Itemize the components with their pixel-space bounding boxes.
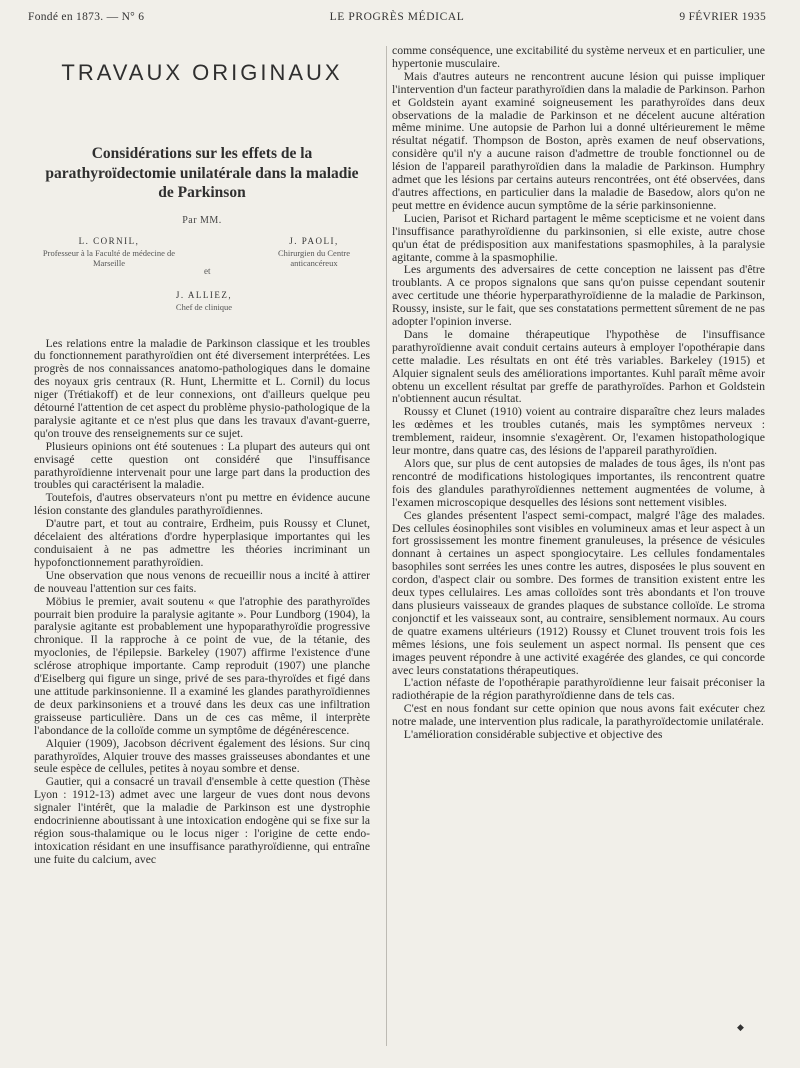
paragraph: Toutefois, d'autres observateurs n'ont pu mettre en évidence aucune lésion constante des glandules parathyroïdiennes. xyxy=(34,491,370,518)
byline-par: Par MM. xyxy=(182,214,222,226)
author-block xyxy=(34,232,370,316)
header-date: 9 FÉVRIER 1935 xyxy=(679,11,766,23)
paragraph: Dans le domaine thérapeutique l'hypothèse de l'insuffisance parathyroïdienne avait conduit certains auteurs à employer l'opothérapie dans cette maladie. Les résultats en ont été très variables. Barkeley (1915) et Alquier signalent seuls des améliorations importantes. Kuhl paraît même avoir obtenu un excellent résultat par greffe de parathyroïdes. Parhon et Goldstein n'obtiennent aucun résultat. xyxy=(392,326,765,406)
paragraph: Plusieurs opinions ont été soutenues : La plupart des auteurs qui ont envisagé cette question ont considéré que l'insuffisance parathyroïdienne intervenait pour une large part dans la production des troubles qui caractérisent la maladie. xyxy=(34,439,370,492)
author-3 xyxy=(144,290,264,312)
author-2 xyxy=(254,236,374,268)
paragraph: Les relations entre la maladie de Parkinson classique et les troubles du fonctionnement parathyroïdien ont été diversement interprétées. Les progrès de nos connaissances anatomo-pathologiques dans le domaine des noyaux gris centraux (R. Hunt, Lhermitte et L. Cornil) du locus niger (Trétiakoff) et de leur connexions, ont d'ailleurs quelque peu détourné l'attention de cet aspect du problème physio-pathologique de la paralysie agitante et ce n'est plus que dans les travaux d'avant-guerre, qu'on trouve des renseignements sur ce sujet. xyxy=(34,336,370,440)
running-header xyxy=(28,11,766,27)
paragraph: Roussy et Clunet (1910) voient au contraire disparaître chez leurs malades les œdèmes et les troubles cutanés, mais les symptômes nerveux : tremblement, raideur, insomnie s'exagèrent. Or, l'examen histopathologique leur montre, dans quatre cas, des lésions de l'appareil parathyroïdien. xyxy=(392,404,765,458)
author-conjunction: et xyxy=(204,265,211,276)
author-affiliation: Chef de clinique xyxy=(175,301,233,312)
left-column xyxy=(34,60,370,867)
header-journal-title: LE PROGRÈS MÉDICAL xyxy=(329,11,465,23)
paragraph: Möbius le premier, avait soutenu « que l'atrophie des parathyroïdes pourrait bien produire la paralysie agitante ». Pour Lundborg (1904), la paralysie agitante est probablement une hypoparathyroïdie progressive chronique. Il la rapproche à ce point de vue, de la tétanie, des myoclonies, de l'épilepsie. Barkeley (1907) affirme l'existence d'une sclérose atrophique importante. Camp reproduit (1907) une planche d'Eiselberg qui figure un singe, privé de ses para-thyroïdes et figé dans une attitude parkinsonienne. Il a examiné les glandes parathyroïdiennes de deux parkinsoniens et a trouvé dans les deux cas une infiltration graisseuse particulière. Dans un de ces cas même, il interprète l'abondance de la colloïde comme un symptôme de dégénérescence. xyxy=(34,594,370,737)
paragraph: Une observation que nous venons de recueillir nous a incité à attirer de nouveau l'attention sur ces faits. xyxy=(34,568,370,595)
author-name: J. ALLIEZ, xyxy=(175,289,233,300)
header-issue: Fondé en 1873. — N° 6 xyxy=(28,11,145,23)
section-title: TRAVAUX ORIGINAUX xyxy=(61,60,343,85)
paragraph: Alors que, sur plus de cent autopsies de malades de tous âges, ils n'ont pas rencontré de modifications histologiques importantes, ils rencontrent quatre fois des glandules parathyroïdiennes nettement augmentées de volume, à l'examen microscopique desquelles des lésions sont nettement visibles. xyxy=(392,456,765,509)
end-mark-icon: ◆ xyxy=(737,1022,744,1032)
article-title: Considérations sur les effets de la parathyroïdectomie unilatérale dans la maladie de Parkinson xyxy=(45,145,359,201)
author-name: J. PAOLI, xyxy=(289,235,339,246)
paragraph: Ces glandes présentent l'aspect semi-compact, malgré l'âge des malades. Des cellules éosinophiles sont visibles en volumineux amas et leur aspect à un fort grossissement les montre finement granuleuses, la présence de vésicules donnant à certaines un aspect spongiocytaire. Les cellules fondamentales basophiles sont serrées les unes contre les autres, disposées le plus souvent en cordon, d'aspect clair ou sombre. Des formes de transition existent entre les deux types cellulaires. Les amas colloïdes sont très abondants et l'on trouve dans plusieurs vaisseaux de grandes plaques de substance colloïde. Le stroma conjonctif et les vaisseaux sont, au contraire, sensiblement normaux. Au cours de quatre examens ultérieurs (1912) Roussy et Clunet trouvent trois fois les mêmes lésions, une fois seulement un aspect normal. Ils pensent que ces images peuvent répondre à une activité exagérée des glandes, ce qui concorde avec leurs constatations thérapeutiques. xyxy=(392,507,765,677)
column-divider xyxy=(386,46,387,1046)
paragraph: L'amélioration considérable subjective et objective des xyxy=(403,727,663,742)
paragraph: Lucien, Parisot et Richard partagent le même scepticisme et ne voient dans l'insuffisance parathyroïdienne du parkinsonien, si elle existe, autre chose qu'un état de prédisposition aux manifestations spasmophiles, à la paralysie agitante, comme à la spasmophilie. xyxy=(392,210,765,264)
paragraph: Les arguments des adversaires de cette conception ne laissent pas d'être troublants. A ce propos signalons que sans qu'on puisse cependant soutenir avec certitude une théorie hyperparathyroïdienne de la maladie de Parkinson, Roussy, insiste, sur le fait, que ses constatations permettent sûrement de ne pas adopter l'opinion inverse. xyxy=(392,262,765,329)
author-affiliation: Chirurgien du Centre anticancéreux xyxy=(277,247,351,268)
paragraph: Mais d'autres auteurs ne rencontrent aucune lésion qui puisse impliquer l'intervention d'un facteur parathyroïdien dans la maladie de Parkinson. Parhon et Goldstein ayant examiné soigneusement les parathyroïdes dans deux observations de la maladie de Parkinson et ne décelent aucune altération même minime. Une autopsie de Parhon lui a donné ultérieurement le même résultat négatif. Thompson de Boston, après examen de neuf observations, considère qu'il n'y a aucune raison d'admettre de trouble fonctionnel ou de lésion de l'appareil parathyroïdien dans la maladie de Parkinson. Humphry admet que les lésions par certains auteurs rencontrées, ont été observées, dans d'autres affections, en particulier dans la maladie de Basedow, alors qu'on ne peut mettre en évidence aucun symptôme de la série parkinsonienne. xyxy=(392,68,765,212)
paragraph: Alquier (1909), Jacobson décrivent également des lésions. Sur cinq parathyroïdes, Alquier trouve des masses graisseuses abondantes et une seule espèce de cellules, petites à noyau sombre et dense. xyxy=(34,736,370,776)
left-body-text xyxy=(34,338,370,867)
author-name: L. CORNIL, xyxy=(78,235,140,246)
paragraph: C'est en nous fondant sur cette opinion que nous avons fait exécuter chez notre malade, une intervention plus radicale, la parathyroïdectomie unilatérale. xyxy=(392,701,765,729)
paragraph: D'autre part, et tout au contraire, Erdheim, puis Roussy et Clunet, décelaient des altérations d'ordre hyperplasique importantes qui les conduisaient à ne pas admettre les théories incriminant un hypofonctionnement parathyroïdien. xyxy=(34,517,370,569)
paragraph: L'action néfaste de l'opothérapie parathyroïdienne leur faisait préconiser la radiothérapie de la région parathyroïdienne dans de tels cas. xyxy=(392,675,765,703)
author-1 xyxy=(34,236,184,268)
author-affiliation: Professeur à la Faculté de médecine de Marseille xyxy=(42,247,176,268)
paragraph-continued: comme conséquence, une excitabilité du système nerveux et en particulier, une hypertonie musculaire. xyxy=(392,43,765,70)
paragraph: Gautier, qui a consacré un travail d'ensemble à cette question (Thèse Lyon : 1912-13) admet avec une largeur de vues dont nous devons signaler l'intérêt, que la maladie de Parkinson est une dystrophie endocrinienne aboutissant à une intoxication endogène qui se fixe sur la région sous-thalamique ou le locus niger : l'origine de cette endo-intoxication résidant en une insuffisance parathyroïdienne, qui entraîne une fuite du calcium, avec xyxy=(34,775,370,866)
right-column xyxy=(392,44,765,741)
